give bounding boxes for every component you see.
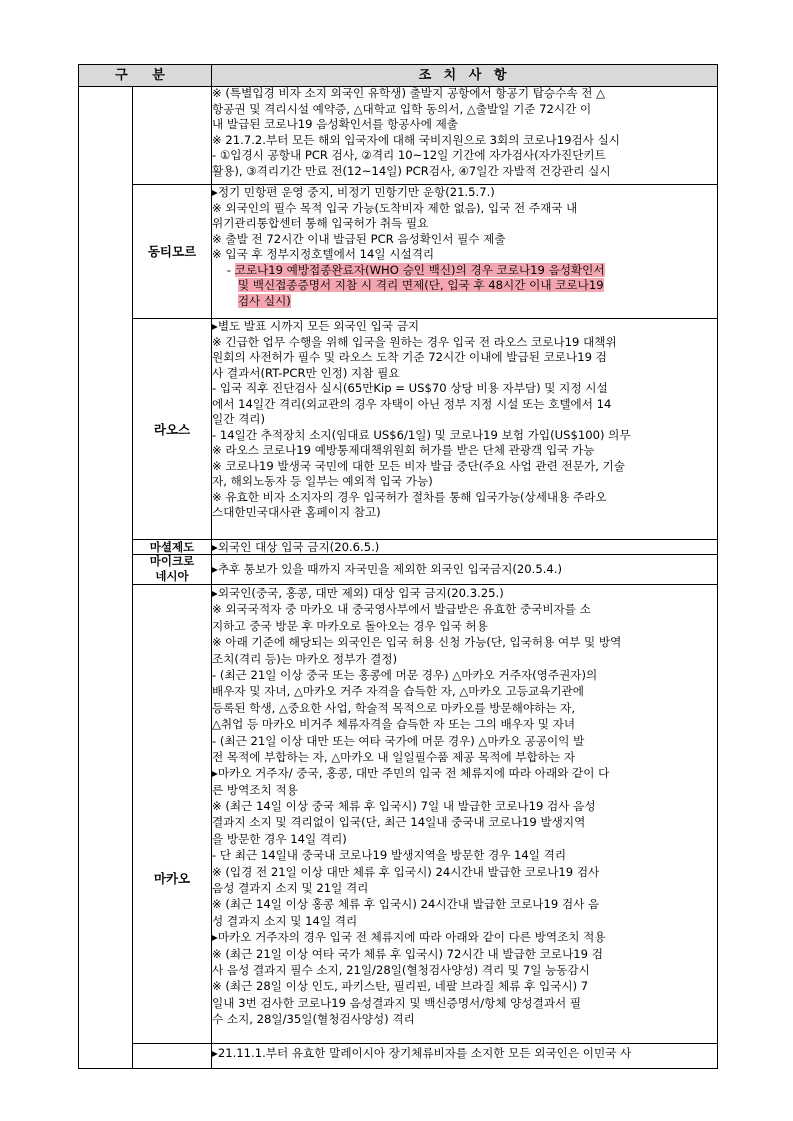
text-line: 사 음성 결과지 필수 소지, 21일/28일(혈청검사양성) 격리 및 7일 능동감시 xyxy=(212,962,590,977)
text-line: ※ (특별입경 비자 소지 외국인 유학생) 출발지 공항에서 항공기 탑승수속 전 △ xyxy=(212,86,606,100)
section-macau xyxy=(212,585,715,1028)
text-line: △취업 등 마카오 비거주 체류자격을 습득한 자 또는 그의 배우자 및 자녀 xyxy=(212,717,576,732)
highlighted-text: 및 백신접종증명서 지참 시 격리 면제(단, 입국 후 48시간 이내 코로나19 xyxy=(237,278,604,292)
section-laos xyxy=(212,319,715,521)
country-east-timor: 동티모르 xyxy=(147,244,197,259)
text-line: ▸마카오 거주자/ 중국, 홍콩, 대만 주민의 입국 전 체류지에 따라 아래와 같이 다 xyxy=(212,766,610,781)
highlighted-text: 검사 실시) xyxy=(237,293,291,308)
text-line: ※ (최근 14일 이상 홍콩 체류 후 입국시) 24시간내 발급한 코로나19 검사 음 xyxy=(212,897,600,912)
text-line: 지하고 중국 방문 후 마카오로 돌아오는 경우 입국 허용 xyxy=(212,618,488,633)
text-line: 음성 결과지 소지 및 21일 격리 xyxy=(212,881,369,896)
text-line: ※ 긴급한 업무 수행을 위해 입국을 원하는 경우 입국 전 라오스 코로나19 대책위 xyxy=(212,334,617,349)
country-marshall-islands: 마셜제도 xyxy=(149,540,195,554)
text-line: ※ 외국인의 필수 목적 입국 가능(도착비자 제한 없음), 입국 전 주재국 내 xyxy=(212,200,578,215)
text-line: ※ 라오스 코로나19 예방통제대책위원회 허가를 받은 단체 관광객 입국 가능 xyxy=(212,443,595,457)
country-macau: 마카오 xyxy=(153,871,191,886)
text-line: ※ (최근 14일 이상 중국 체류 후 입국시) 7일 내 발급한 코로나19 검사 음성 xyxy=(212,799,596,814)
text-line: ▸마카오 거주자의 경우 입국 전 체류지에 따라 아래와 같이 다른 방역조치 적용 xyxy=(212,930,606,945)
text-line: 항공권 및 격리시설 예약증, △대학교 입학 동의서, △출발일 기준 72시간 이 xyxy=(212,101,592,116)
text-line: 수 소지, 28일/35일(혈청검사양성) 격리 xyxy=(212,1012,415,1027)
section-continuation xyxy=(212,86,715,179)
text-line: 성 결과지 소지 및 14일 격리 xyxy=(212,913,358,928)
text-line: 등록된 학생, △중요한 사업, 학술적 목적으로 마카오를 방문해야하는 자, xyxy=(212,700,576,715)
text-line: ▸외국인 대상 입국 금지(20.6.5.) xyxy=(212,540,380,554)
country-laos: 라오스 xyxy=(153,422,191,437)
text-line: - 단 최근 14일내 중국내 코로나19 발생지역을 방문한 경우 14일 격리 xyxy=(212,848,567,863)
table-header xyxy=(79,65,717,87)
text-line: - 14일간 추적장치 소지(임대료 US$6/1일) 및 코로나19 보험 가입(US$100) 의무 xyxy=(212,427,631,442)
text-line: - 입국 직후 진단검사 실시(65만Kip = US$70 상당 비용 자부담) 및 지정 시설 xyxy=(212,381,608,395)
text-line: - ①입경시 공항내 PCR 검사, ②격리 10~12일 기간에 자가검사(자가진단키트 xyxy=(212,148,606,162)
header-category: 구 분 xyxy=(79,65,212,86)
text-line: ※ (최근 28일 이상 인도, 파키스탄, 필리핀, 네팔 브라질 체류 후 입국시) 7 xyxy=(212,979,589,994)
text-line: 에서 14일간 격리(외교관의 경우 자택이 아닌 정부 지정 시설 또는 호텔에서 14 xyxy=(212,396,612,411)
text-line: ※ 21.7.2.부터 모든 해외 입국자에 대해 국비지원으로 3회의 코로나19검사 실시 xyxy=(212,132,620,147)
section-next xyxy=(212,1046,715,1062)
text-line: ▸정기 민항편 운영 중지, 비정기 민항기만 운항(21.5.7.) xyxy=(212,185,495,199)
text-line: 른 방역조치 적용 xyxy=(212,782,298,797)
header-measures: 조 치 사 항 xyxy=(418,68,511,83)
text-line: ▸21.11.1.부터 유효한 말레이시아 장기체류비자를 소지한 모든 외국인은 이민국 사 xyxy=(212,1046,632,1060)
document-table xyxy=(78,64,718,1069)
text-line: ▸추후 통보가 있을 때까지 자국민을 제외한 외국인 입국금지(20.5.4.) xyxy=(212,562,563,576)
text-line: - (최근 21일 이상 대만 또는 여타 국가에 머문 경우) △마카오 공공이익 발 xyxy=(212,733,585,748)
text-line: ※ (최근 21일 이상 여타 국가 체류 후 입국시) 72시간 내 발급한 코로나19 검 xyxy=(212,946,603,961)
text-line: 위기관리통합센터 통해 입국허가 취득 필요 xyxy=(212,216,429,230)
text-line: 일내 3번 검사한 코로나19 음성결과지 및 백신증명서/항체 양성결과서 필 xyxy=(212,995,582,1010)
text-line: - (최근 21일 이상 중국 또는 홍콩에 머문 경우) △마카오 거주자(영주권자)의 xyxy=(212,667,598,682)
text-line: 활용), ③격리기간 만료 전(12~14일) PCR검사, ④7일간 자발적 건강관리 실시 xyxy=(212,163,611,178)
text-line: ※ 입국 후 정부지정호텔에서 14일 시설격리 xyxy=(212,247,435,261)
text-line: ▸별도 발표 시까지 모든 외국인 입국 금지 xyxy=(212,319,420,333)
text-line: 일간 격리) xyxy=(212,412,266,426)
text-line: ※ 코로나19 발생국 국민에 대한 모든 비자 발급 중단(주요 사업 관련 전문가, 기술 xyxy=(212,458,625,473)
text-line: 전 목적에 부합하는 자, △마카오 내 일일필수품 제공 목적에 부합하는 자 xyxy=(212,749,576,764)
text-line: 조치(격리 등)는 마카오 정부가 결정) xyxy=(212,651,398,666)
section-micronesia xyxy=(212,562,715,578)
text-line: ※ 출발 전 72시간 이내 발급된 PCR 음성확인서 필수 제출 xyxy=(212,231,506,246)
country-micronesia: 마이크로 네시아 xyxy=(149,554,195,583)
text-line: 원회의 사전허가 필수 및 라오스 도착 기준 72시간 이내에 발급된 코로나19 검 xyxy=(212,350,607,364)
text-line: ※ 아래 기준에 해당되는 외국인은 입국 허용 신청 가능(단, 입국허용 여부 및 방역 xyxy=(212,635,622,650)
text-line: 배우자 및 자녀, △마카오 거주 자격을 습득한 자, △마카오 고등교육기관에 xyxy=(212,684,584,699)
text-line: 사 결과서(RT-PCR만 인정) 지참 필요 xyxy=(212,365,400,380)
text-line: 을 방문한 경우 14일 격리) xyxy=(212,831,347,846)
section-east-timor xyxy=(212,185,715,309)
text-line: ※ (입경 전 21일 이상 대만 체류 후 입국시) 24시간내 발급한 코로나19 검사 xyxy=(212,864,600,879)
text-line: 스대한민국대사관 홈페이지 참고) xyxy=(212,505,381,519)
highlight-line xyxy=(212,278,715,294)
text-line: ▸외국인(중국, 홍콩, 대만 제외) 대상 입국 금지(20.3.25.) xyxy=(212,586,504,600)
highlighted-text: 코로나19 예방접종완료자(WHO 승인 백신)의 경우 코로나19 음성확인서 xyxy=(234,262,605,277)
text-line: ※ 유효한 비자 소지자의 경우 입국허가 절차를 통해 입국가능(상세내용 주라오 xyxy=(212,489,607,504)
section-marshall-islands xyxy=(212,540,715,554)
highlight-line xyxy=(212,294,715,310)
highlight-line: - 코로나19 예방접종완료자(WHO 승인 백신)의 경우 코로나19 음성확인서 xyxy=(212,262,605,277)
text-line: 결과지 소지 및 격리없이 입국(단, 최근 14일내 중국내 코로나19 발생지역 xyxy=(212,815,586,830)
text-line: 내 발급된 코로나19 음성확인서를 항공사에 제출 xyxy=(212,117,458,131)
text-line: 자, 해외노동자 등 일부는 예외적 입국 가능) xyxy=(212,474,433,488)
text-line: ※ 외국국적자 중 마카오 내 중국영사부에서 발급받은 유효한 중국비자를 소 xyxy=(212,602,591,617)
